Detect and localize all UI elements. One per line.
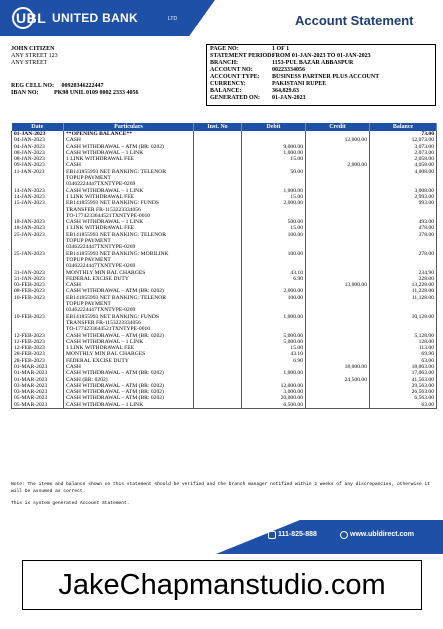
cell-debit: 9,000.00 [242, 144, 306, 150]
cell-debit: 43.10 [242, 351, 306, 357]
cell-date: 31-JAN-2023 [12, 276, 64, 282]
info-row [210, 60, 432, 67]
cell-debit: 6.90 [242, 358, 306, 364]
cell-particulars: CASH [64, 282, 194, 288]
cell-date: 08-FEB-2023 [12, 288, 64, 294]
customer-ids [11, 83, 211, 97]
cell-balance: 41,563.00 [370, 377, 437, 383]
info-key: BALANCE: [210, 88, 242, 94]
cell-debit: 12,000.00 [242, 383, 306, 389]
cell-particulars: TOPUP PAYMENT [64, 301, 194, 307]
cell-balance: 234.90 [370, 270, 437, 276]
cell-balance: 63.00 [370, 402, 437, 409]
cell-balance: 29,563.00 [370, 383, 437, 389]
info-row [210, 53, 432, 60]
system-generated-note: This is system generated Account Statement. [11, 501, 130, 506]
cell-balance: 11,228.00 [370, 288, 437, 294]
bank-suffix: LTD [168, 16, 178, 22]
cell-balance: 2,993.00 [370, 194, 437, 200]
footer-website: www.ubldirect.com [350, 531, 414, 538]
cell-debit: 6.90 [242, 276, 306, 282]
cell-particulars: TO-1774233644521TXNTYPE-0010 [64, 213, 194, 219]
cell-balance: 6,563.00 [370, 395, 437, 401]
cell-balance: 4,008.00 [370, 169, 437, 175]
cell-date: 08-JAN-2023 [12, 156, 64, 162]
customer-address [11, 46, 201, 67]
cell-particulars: EB141855993 NET BANKING: FUNDS [64, 200, 194, 206]
cell-date: 28-FEB-2023 [12, 358, 64, 364]
info-row [210, 81, 432, 88]
col-header-particulars: Particulars [64, 123, 194, 131]
cell-particulars: FEDERAL EXCISE DUTY [64, 276, 194, 282]
cell-particulars: CASH WITHDRAWAL – ATM (BR: 0202) [64, 389, 194, 395]
cell-balance: 493.00 [370, 219, 437, 225]
cell-balance: 378.00 [370, 232, 437, 238]
cell-date: 05-MAR-2023 [12, 402, 64, 409]
cell-particulars: 03462224447TXNTYPE-0269 [64, 307, 194, 313]
cell-debit: 2,000.00 [242, 200, 306, 206]
cell-debit: 15.00 [242, 345, 306, 351]
cell-debit: 3,000.00 [242, 389, 306, 395]
cell-credit: 2,000.00 [306, 162, 370, 168]
cell-particulars: 1 LINK WITHDRAWAL FEE [64, 225, 194, 231]
watermark-banner: JakeChapmanstudio.com [22, 560, 422, 610]
cell-particulars: FEDERAL EXCISE DUTY [64, 358, 194, 364]
cell-inst-no [194, 402, 242, 409]
account-info-box [206, 44, 436, 106]
cell-balance: 26,563.00 [370, 389, 437, 395]
info-value: PAKISTANI RUPEE [272, 81, 327, 87]
cell-particulars: CASH WITHDRAWAL – ATM (BR: 0202) [64, 144, 194, 150]
cell-debit: 15.00 [242, 194, 306, 200]
cell-balance: 11,128.00 [370, 295, 437, 301]
cell-particulars: CASH WITHDRAWAL – ATM (BR: 0202) [64, 370, 194, 376]
col-header-debit: Debit [242, 123, 306, 131]
cell-particulars: CASH [64, 137, 194, 143]
cell-debit: 15.00 [242, 225, 306, 231]
cell-particulars: CASH (BR: 0202) [64, 377, 194, 383]
info-value: 1153-PUL BAZAR ABBASPUR [272, 60, 354, 66]
info-value: BUSINESS PARTNER PLUS ACCOUNT [272, 74, 380, 80]
info-value: FROM 01-JAN-2023 TO 01-JAN-2023 [272, 53, 371, 59]
reg-cell-value: 00920346222447 [61, 83, 104, 89]
cell-particulars: TO-1774233644521TXNTYPE-0010 [64, 326, 194, 332]
bank-name: UNITED BANK [52, 11, 138, 25]
col-header-inst-no: Inst. No [194, 123, 242, 131]
cell-particulars: 1 LINK WITHDRAWAL FEE [64, 194, 194, 200]
cell-particulars: CASH WITHDRAWAL – ATM (BR: 0202) [64, 395, 194, 401]
globe-icon [340, 531, 348, 539]
cell-debit: 6,500.00 [242, 402, 306, 409]
reg-cell-row [11, 83, 211, 90]
cell-date: 01-JAN-2023 [12, 131, 64, 137]
cell-balance: 478.00 [370, 225, 437, 231]
cell-particulars: CASH WITHDRAWAL – 1 LINK [64, 402, 194, 409]
cell-debit: 1,000.00 [242, 314, 306, 320]
info-key: ACCOUNT NO: [210, 67, 253, 73]
cell-debit: 20,000.00 [242, 395, 306, 401]
reg-cell-label: REG CELL NO: [11, 83, 55, 89]
address-line-1: ANY STREET 123 [11, 53, 58, 59]
cell-balance: 69.90 [370, 351, 437, 357]
cell-credit: 24,500.00 [306, 377, 370, 383]
cell-particulars: TOPUP PAYMENT [64, 175, 194, 181]
cell-balance: 228.00 [370, 276, 437, 282]
cell-date: 03-MAR-2023 [12, 389, 64, 395]
cell-date: 03-FEB-2023 [12, 282, 64, 288]
cell-particulars: CASH [64, 364, 194, 370]
cell-particulars: TOPUP PAYMENT [64, 238, 194, 244]
cell-debit: 1,000.00 [242, 150, 306, 156]
table-header-row [12, 123, 437, 131]
cell-balance: 3,008.00 [370, 188, 437, 194]
cell-debit: 1,000.00 [242, 188, 306, 194]
cell-particulars: 03462224447TXNTYPE-0269 [64, 263, 194, 269]
cell-particulars: TOPUP PAYMENT [64, 257, 194, 263]
info-value: 1 OF 1 [272, 46, 290, 52]
cell-particulars: TRANSFER FR-1153223334056 [64, 207, 194, 213]
footer-phone: 111-825-888 [278, 531, 317, 538]
cell-balance: 113.00 [370, 345, 437, 351]
phone-icon [268, 531, 276, 539]
info-key: CURRENCY: [210, 81, 246, 87]
info-key: ACCOUNT TYPE: [210, 74, 260, 80]
info-row [210, 67, 432, 74]
transactions-table [11, 123, 437, 409]
info-row [210, 95, 432, 102]
cell-credit [306, 402, 370, 409]
cell-debit: 1,000.00 [242, 370, 306, 376]
customer-name: JOHN CITIZEN [11, 46, 55, 52]
cell-particulars: MONTHLY MIN BAL CHARGES [64, 270, 194, 276]
cell-balance: 13,228.00 [370, 282, 437, 288]
cell-date: 01-MAR-2023 [12, 377, 64, 383]
cell-date: 09-JAN-2023 [12, 162, 64, 168]
cell-balance: 2,073.00 [370, 150, 437, 156]
verification-note: Note: The items and balance shown on this statement should be verified and the branch manager notified within 2 weeks of any discrepancies, otherwise it will be assumed as correct. [11, 482, 431, 494]
cell-particulars: CASH WITHDRAWAL – 1 LINK [64, 219, 194, 225]
cell-date: 01-MAR-2023 [12, 364, 64, 370]
info-value: 364,829.63 [272, 88, 299, 94]
iban-value: PK98 UNIL 0109 0002 2333 4056 [54, 90, 139, 96]
table-row [12, 402, 437, 409]
cell-balance: 993.00 [370, 200, 437, 206]
cell-debit: 15.00 [242, 156, 306, 162]
info-value: 01-JAN-2023 [272, 95, 306, 101]
cell-date: 28-FEB-2023 [12, 351, 64, 357]
statement-header [0, 0, 443, 36]
cell-particulars: CASH WITHDRAWAL – 1 LINK [64, 339, 194, 345]
cell-balance: 2,058.00 [370, 156, 437, 162]
cell-particulars: 1 LINK WITHDRAWAL FEE [64, 156, 194, 162]
cell-date: 10-FEB-2023 [12, 295, 64, 301]
cell-credit: 18,000.00 [306, 364, 370, 370]
cell-debit: 50.00 [242, 169, 306, 175]
cell-balance: 278.00 [370, 251, 437, 257]
cell-credit: 13,000.00 [306, 282, 370, 288]
cell-debit: 100.00 [242, 295, 306, 301]
cell-balance: 63.00 [370, 358, 437, 364]
info-row [210, 88, 432, 95]
cell-particulars: CASH WITHDRAWAL – 1 LINK [64, 188, 194, 194]
col-header-credit: Credit [306, 123, 370, 131]
info-key: GENERATED ON: [210, 95, 261, 101]
cell-debit: 100.00 [242, 232, 306, 238]
cell-date: 12-FEB-2023 [12, 339, 64, 345]
cell-particulars: CASH WITHDRAWAL – 1 LINK [64, 150, 194, 156]
cell-date: 03-MAR-2023 [12, 383, 64, 389]
cell-particulars: 03462224447TXNTYPE-0269 [64, 244, 194, 250]
cell-date: 10-FEB-2023 [12, 314, 64, 320]
cell-particulars: TRANSFER FR-1153223334056 [64, 320, 194, 326]
cell-particulars: EB141855993 NET BANKING: TELENOR [64, 232, 194, 238]
cell-particulars: CASH WITHDRAWAL – ATM (BR: 0202) [64, 333, 194, 339]
transactions-body [12, 131, 437, 409]
cell-date: 08-JAN-2023 [12, 150, 64, 156]
iban-label: IBAN NO: [11, 90, 39, 96]
cell-particulars: CASH [64, 162, 194, 168]
cell-date: 25-JAN-2023 [12, 251, 64, 257]
cell-balance: 73.00 [370, 131, 437, 137]
info-key: STATEMENT PERIOD: [210, 53, 274, 59]
cell-particulars: EB141855993 NET BANKING: MOBILINK [64, 251, 194, 257]
info-key: PAGE NO: [210, 46, 239, 52]
col-header-balance: Balance [370, 123, 437, 131]
cell-date: 14-JAN-2023 [12, 194, 64, 200]
cell-debit: 100.00 [242, 251, 306, 257]
document-title: Account Statement [295, 13, 414, 28]
cell-debit: 2,000.00 [242, 288, 306, 294]
cell-date: 31-JAN-2023 [12, 270, 64, 276]
bank-logo-mark: UBL [16, 10, 47, 26]
iban-row [11, 90, 211, 97]
cell-particulars: 03462224447TXNTYPE-0269 [64, 181, 194, 187]
cell-credit: 12,000.00 [306, 137, 370, 143]
cell-balance: 10,128.00 [370, 314, 437, 320]
col-header-date: Date [12, 123, 64, 131]
cell-date: 04-JAN-2023 [12, 137, 64, 143]
cell-particulars: EB141855993 NET BANKING: TELENOR [64, 295, 194, 301]
cell-particulars: **OPENING BALANCE** [64, 131, 194, 137]
info-key: BRANCH: [210, 60, 238, 66]
cell-debit: 5,000.00 [242, 333, 306, 339]
info-row [210, 46, 432, 53]
cell-balance: 18,063.00 [370, 364, 437, 370]
cell-debit: 5,000.00 [242, 339, 306, 345]
cell-debit: 500.00 [242, 219, 306, 225]
cell-date: 25-JAN-2023 [12, 232, 64, 238]
cell-date: 12-FEB-2023 [12, 345, 64, 351]
cell-date: 12-FEB-2023 [12, 333, 64, 339]
cell-particulars: EB141855993 NET BANKING: FUNDS [64, 314, 194, 320]
info-value: 00223334056 [272, 67, 305, 73]
cell-date: 18-JAN-2023 [12, 225, 64, 231]
cell-balance: 12,073.00 [370, 137, 437, 143]
cell-balance: 17,063.00 [370, 370, 437, 376]
cell-date: 18-JAN-2023 [12, 219, 64, 225]
address-line-2: ANY STREET [11, 60, 48, 66]
cell-particulars: EB141855993 NET BANKING: TELENOR [64, 169, 194, 175]
cell-balance: 3,073.00 [370, 144, 437, 150]
cell-date: 11-JAN-2023 [12, 169, 64, 175]
cell-date: 01-MAR-2023 [12, 370, 64, 376]
cell-balance: 5,128.00 [370, 333, 437, 339]
cell-balance: 4,058.00 [370, 162, 437, 168]
cell-particulars: CASH WITHDRAWAL – ATM (BR: 0202) [64, 383, 194, 389]
info-row [210, 74, 432, 81]
cell-date: 14-JAN-2023 [12, 188, 64, 194]
cell-particulars: 1 LINK WITHDRAWAL FEE [64, 345, 194, 351]
cell-date: 15-JAN-2023 [12, 200, 64, 206]
cell-particulars: CASH WITHDRAWAL – ATM (BR: 0202) [64, 288, 194, 294]
cell-particulars: MONTHLY MIN BAL CHARGES [64, 351, 194, 357]
cell-date: 04-JAN-2023 [12, 144, 64, 150]
cell-date: 05-MAR-2023 [12, 395, 64, 401]
cell-debit: 43.10 [242, 270, 306, 276]
cell-balance: 128.00 [370, 339, 437, 345]
